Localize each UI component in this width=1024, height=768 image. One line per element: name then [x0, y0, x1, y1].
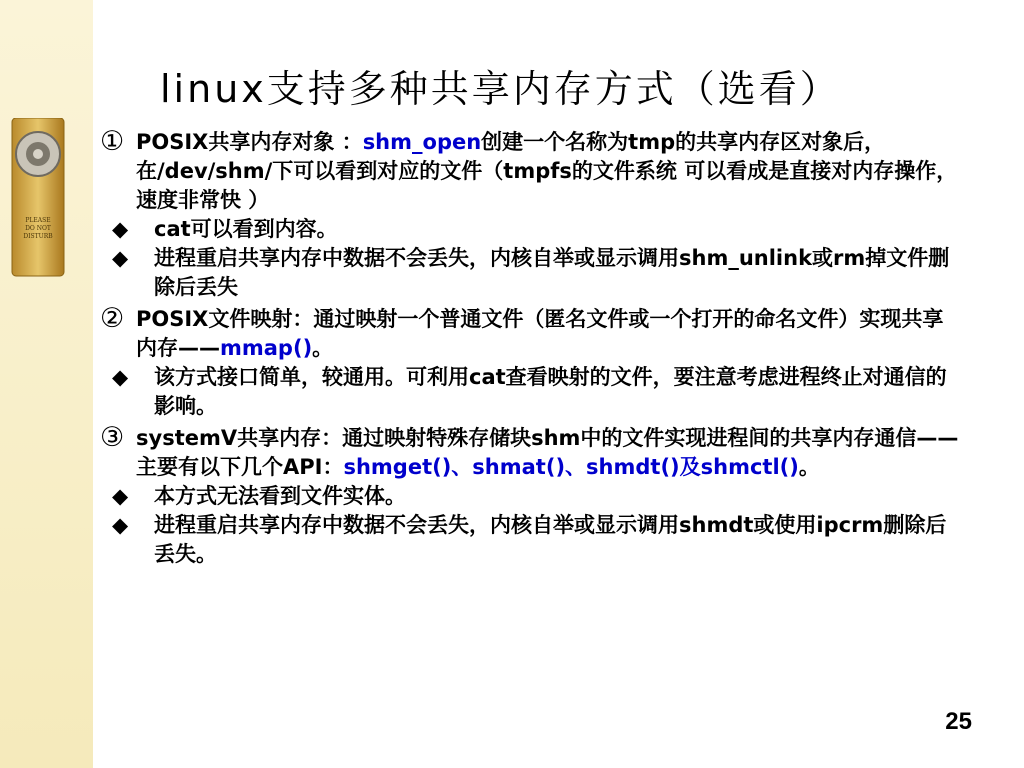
item-3-number: ③ [100, 422, 125, 453]
diamond-bullet-icon: ◆ [112, 513, 129, 537]
item-1-text-b: 创建一个名称为tmp的共享内存区对象后，在/dev/shm/下可以看到对应的文件（tmpfs的文件系统 可以看成是直接对内存操作，速度非常快 ） [136, 130, 958, 212]
item-2 [100, 305, 960, 363]
hanger-line-3: DISTURB [23, 233, 53, 240]
item-1-bullet-2 [112, 244, 960, 302]
item-2-text-b: 。 [312, 336, 334, 360]
item-3-bullet-2-text: 进程重启共享内存中数据不会丢失，内核自举或显示调用shmdt或使用ipcrm删除后丢失。 [154, 513, 947, 566]
item-1-api: shm_open [362, 130, 482, 154]
item-2-api: mmap() [220, 336, 313, 360]
slide-title: linux支持多种共享内存方式（选看） [160, 67, 841, 111]
item-3-bullet-2 [112, 511, 960, 569]
item-1 [100, 128, 960, 215]
hanger-line-2: DO NOT [25, 225, 51, 232]
hanger-line-1: PLEASE [25, 217, 51, 224]
item-1-text-a: POSIX共享内存对象 ： [136, 130, 363, 154]
item-1-bullet-2-text: 进程重启共享内存中数据不会丢失，内核自举或显示调用shm_unlink或rm掉文件删除后丢失 [154, 246, 950, 299]
diamond-bullet-icon: ◆ [112, 365, 129, 389]
item-2-number: ② [100, 303, 125, 334]
item-1-bullet-1 [112, 215, 960, 244]
item-3 [100, 424, 960, 482]
diamond-bullet-icon: ◆ [112, 246, 129, 270]
sidebar-decoration [0, 0, 93, 768]
item-3-api: shmget()、shmat()、shmdt()及shmctl() [343, 455, 799, 479]
item-1-number: ① [100, 126, 125, 157]
item-3-text-b: 。 [798, 455, 820, 479]
item-2-bullet-1 [112, 363, 960, 421]
item-3-bullet-1-text: 本方式无法看到文件实体。 [154, 484, 406, 508]
door-hanger-icon [4, 118, 70, 278]
item-2-text-a: POSIX文件映射：通过映射一个普通文件（匿名文件或一个打开的命名文件）实现共享内存—— [136, 307, 944, 360]
item-2-bullet-1-text: 该方式接口简单，较通用。可利用cat查看映射的文件，要注意考虑进程终止对通信的影响。 [154, 365, 947, 418]
diamond-bullet-icon: ◆ [112, 217, 129, 241]
slide-content [100, 128, 960, 569]
item-3-text-a: systemV共享内存：通过映射特殊存储块shm中的文件实现进程间的共享内存通信——主要有以下几个API： [136, 426, 959, 479]
item-3-bullet-1 [112, 482, 960, 511]
item-1-bullet-1-text: cat可以看到内容。 [154, 217, 338, 241]
page-number: 25 [945, 708, 972, 735]
diamond-bullet-icon: ◆ [112, 484, 129, 508]
